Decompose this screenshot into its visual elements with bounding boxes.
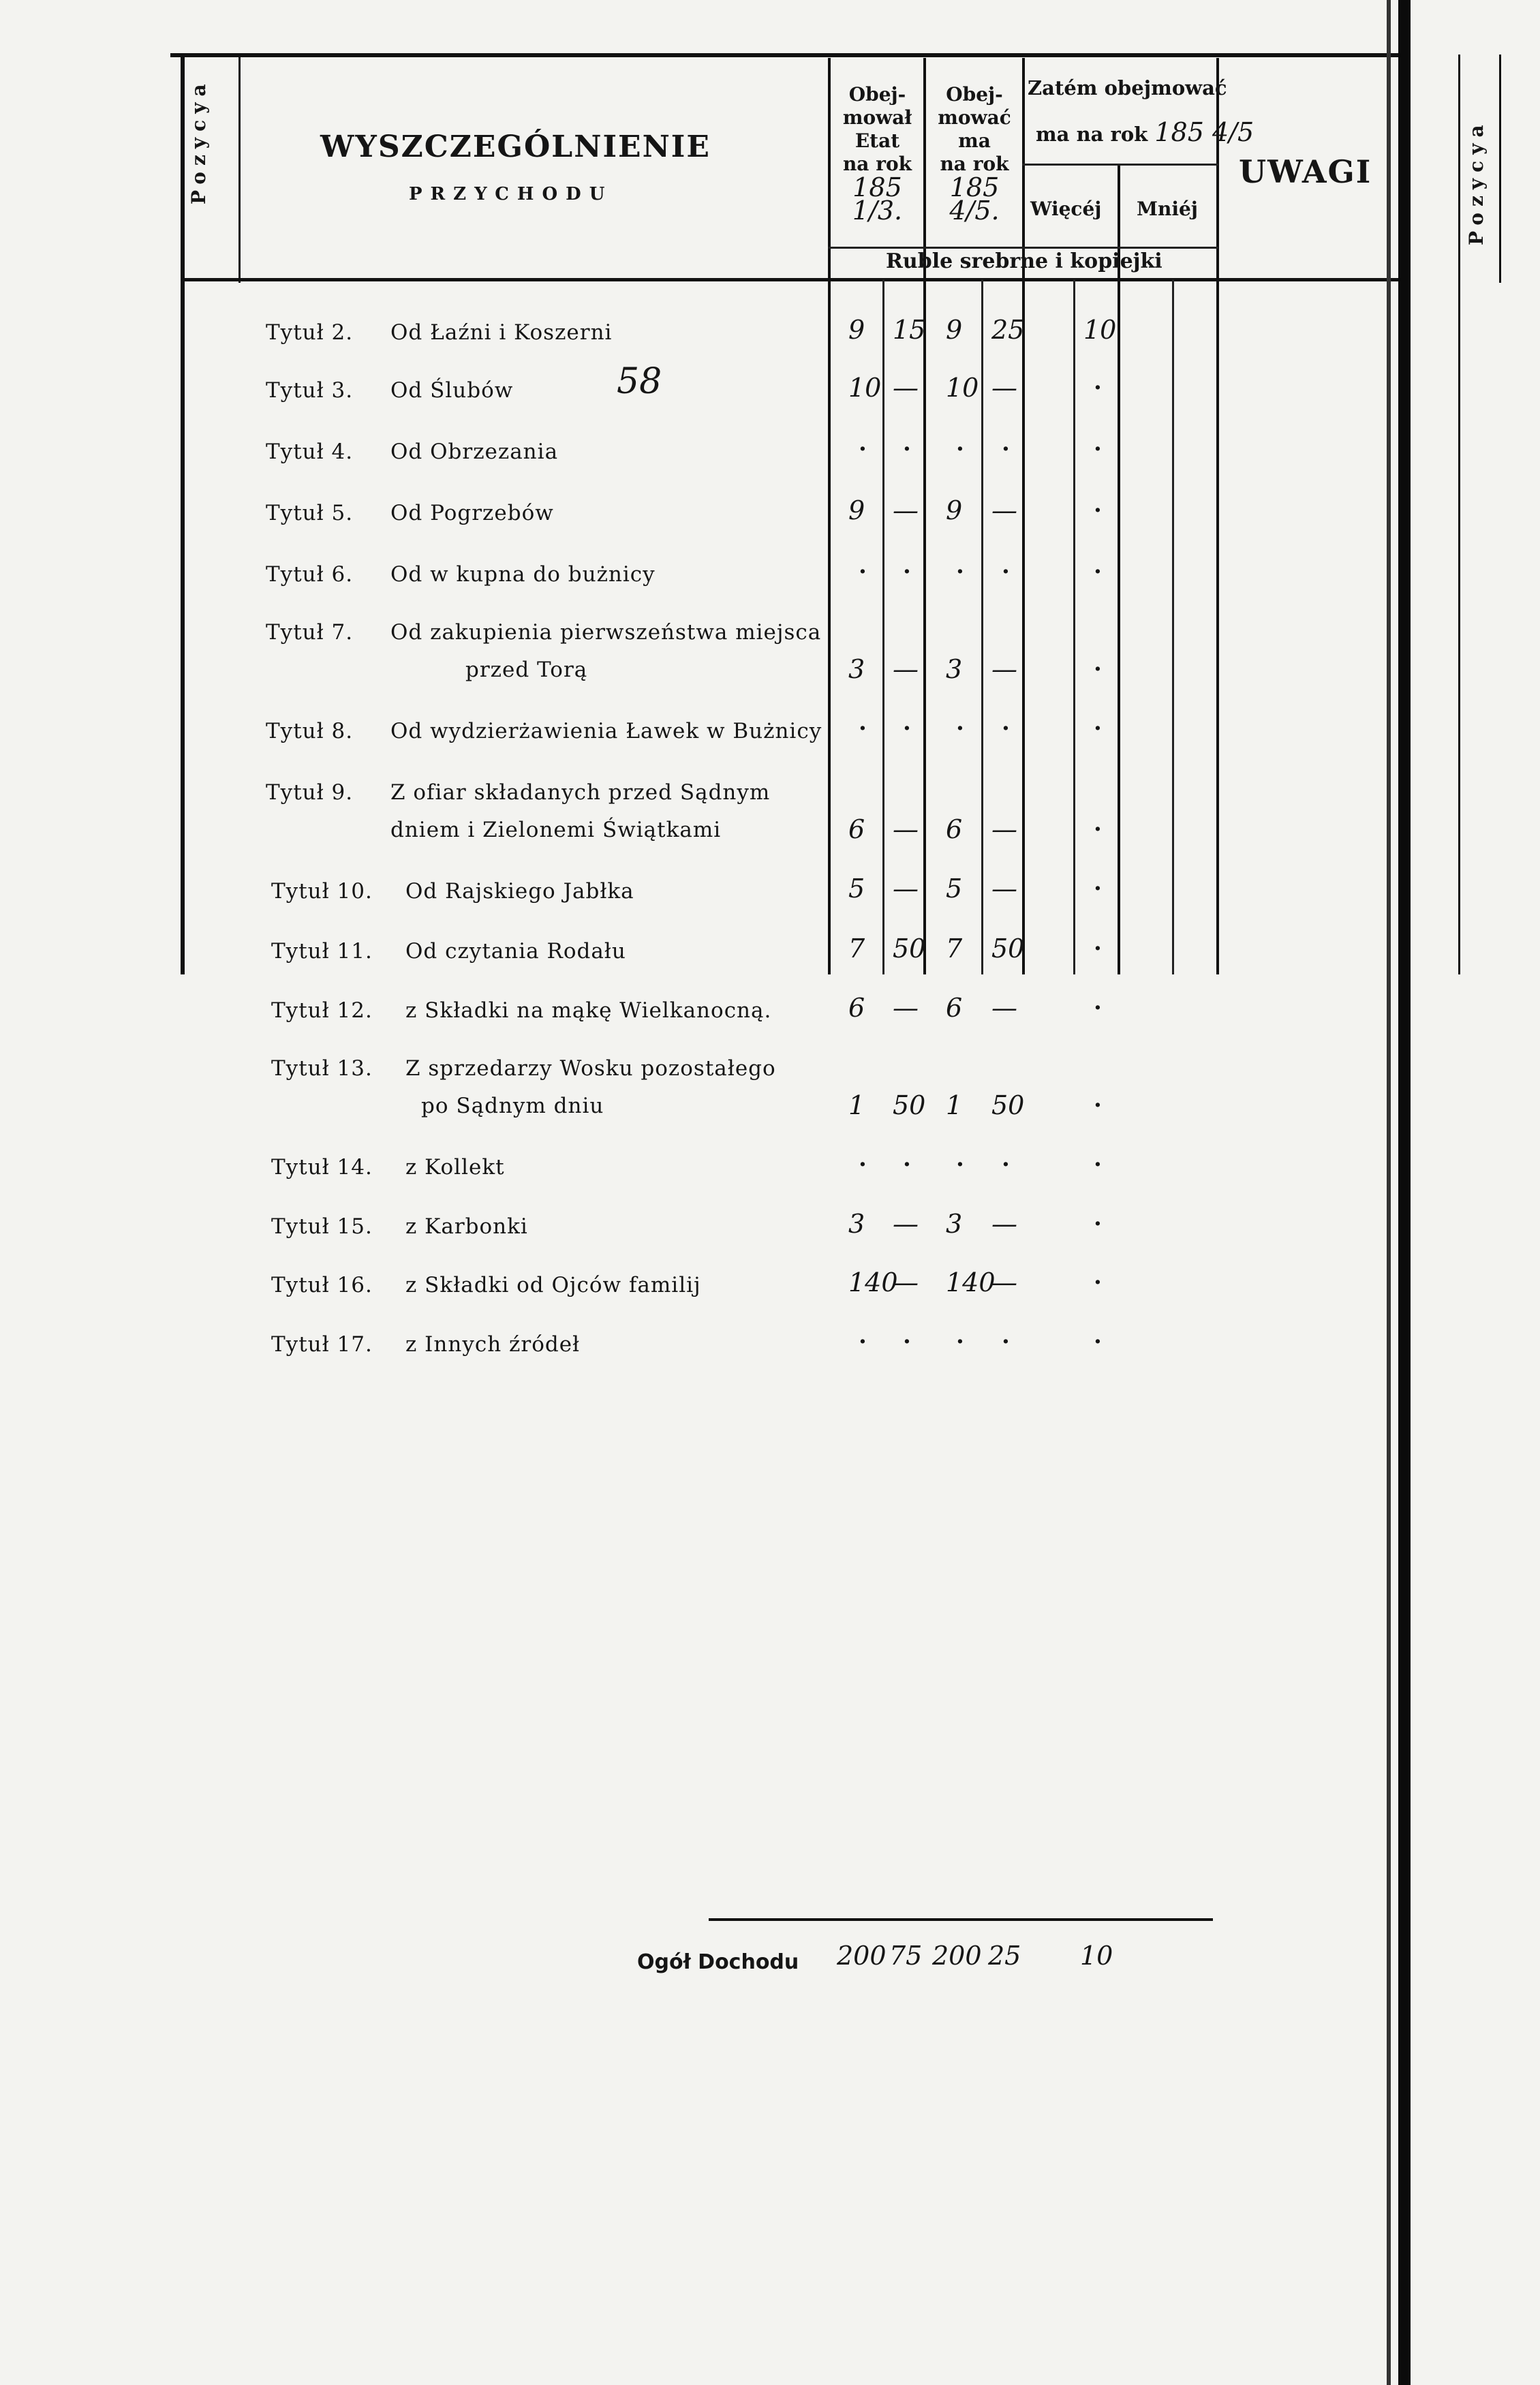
row-col1-kop: 50 <box>893 1090 926 1120</box>
empty-cell-dot: · <box>956 435 964 463</box>
empty-cell-dot: · <box>1094 435 1102 463</box>
empty-cell-dot: · <box>859 1151 867 1178</box>
row-col2-kop: — <box>991 874 1017 904</box>
col-line-1 <box>828 58 831 974</box>
row-col1-rubles: 6 <box>848 993 865 1023</box>
row-title-number: Tytuł 14. <box>271 1155 373 1180</box>
row-description: z Kollekt <box>405 1155 505 1180</box>
empty-cell-dot: · <box>859 435 867 463</box>
row-title-number: Tytuł 11. <box>271 939 373 964</box>
row-title-number: Tytuł 9. <box>266 780 354 805</box>
empty-cell-dot: · <box>1094 1210 1102 1237</box>
empty-cell-dot: · <box>1002 558 1010 585</box>
empty-cell-dot: · <box>1094 1269 1102 1296</box>
empty-cell-dot: · <box>956 1328 964 1355</box>
empty-cell-dot: · <box>1094 816 1102 843</box>
empty-cell-dot: · <box>903 435 911 463</box>
col-line-3k <box>1073 279 1075 974</box>
row-description: z Innych źródeł <box>405 1332 581 1357</box>
total-col2-rubles: 200 <box>932 1941 982 1971</box>
empty-cell-dot: · <box>1094 1328 1102 1355</box>
row-col1-kop: — <box>893 373 919 403</box>
row-col2-kop: 25 <box>991 315 1025 345</box>
row-col2-rubles: 7 <box>946 934 963 964</box>
empty-cell-dot: · <box>1094 497 1102 524</box>
row-title-number: Tytuł 7. <box>266 620 354 645</box>
row-col2-kop: — <box>991 814 1017 844</box>
row-description: z Składki od Ojców familij <box>405 1273 701 1297</box>
row-title-number: Tytuł 5. <box>266 501 354 525</box>
row-col2-kop: — <box>991 1209 1017 1239</box>
col-line-2k <box>981 279 983 974</box>
empty-cell-dot: · <box>1094 374 1102 401</box>
empty-cell-dot: · <box>1002 715 1010 742</box>
row-col1-rubles: 6 <box>848 814 865 844</box>
row-title-number: Tytuł 2. <box>266 320 354 345</box>
empty-cell-dot: · <box>903 1151 911 1178</box>
total-col1-kop: 75 <box>889 1941 923 1971</box>
row-title-number: Tytuł 15. <box>271 1214 373 1239</box>
row-col2-rubles: 6 <box>946 993 963 1023</box>
header-bottom-border <box>183 278 1402 281</box>
empty-cell-dot: · <box>1094 875 1102 902</box>
uwagi-header: UWAGI <box>1239 153 1372 190</box>
pozycya-right-label: Pozycya <box>1465 119 1488 245</box>
row-description: Od czytania Rodału <box>405 939 626 964</box>
row-col2-rubles: 5 <box>946 874 963 904</box>
row-col2-kop: 50 <box>991 1090 1025 1120</box>
empty-cell-dot: · <box>1094 558 1102 585</box>
empty-cell-dot: · <box>1002 435 1010 463</box>
row-description: Od Ślubów <box>390 378 514 403</box>
col-line-2 <box>923 58 926 974</box>
empty-cell-dot: · <box>1094 656 1102 683</box>
zatem-header: Zatém obejmować <box>1028 76 1227 99</box>
row-title-number: Tytuł 17. <box>271 1332 373 1357</box>
row-col2-rubles: 9 <box>946 495 963 525</box>
row-col2-rubles: 1 <box>946 1090 963 1120</box>
empty-cell-dot: · <box>1094 935 1102 962</box>
row-col1-kop: 15 <box>893 315 926 345</box>
empty-cell-dot: · <box>956 558 964 585</box>
col-line-1k <box>882 279 884 974</box>
row-title-number: Tytuł 6. <box>266 562 354 587</box>
top-border <box>170 53 1411 57</box>
row-col2-rubles: 3 <box>946 654 963 684</box>
zatem-divider <box>1022 164 1218 166</box>
page-subtitle: PRZYCHODU <box>409 184 613 204</box>
empty-cell-dot: · <box>1094 1151 1102 1178</box>
row-col2-kop: — <box>991 495 1017 525</box>
row-col1-rubles: 1 <box>848 1090 865 1120</box>
row-description: Od Rajskiego Jabłka <box>405 879 634 904</box>
row-col1-rubles: 3 <box>848 1209 865 1239</box>
total-col2-kop: 25 <box>988 1941 1021 1971</box>
row-col2-kop: — <box>991 993 1017 1023</box>
left-border <box>181 55 185 974</box>
row-description: Z ofiar składanych przed Sądnym <box>390 780 771 805</box>
row-description: Od wydzierżawienia Ławek w Bużnicy <box>390 719 822 743</box>
row-col1-rubles: 10 <box>848 373 882 403</box>
empty-cell-dot: · <box>1094 715 1102 742</box>
total-rule <box>709 1918 1213 1921</box>
row-title-number: Tytuł 3. <box>266 378 354 403</box>
book-edge <box>1387 0 1391 2385</box>
right-pozycya-divider <box>1499 55 1501 283</box>
col-line-5 <box>1216 58 1219 974</box>
row-col1-rubles: 9 <box>848 315 865 345</box>
row-col1-kop: — <box>893 1267 919 1297</box>
zatem-subheader: ma na rok 185 4/5 <box>1036 117 1254 147</box>
empty-cell-dot: · <box>903 1328 911 1355</box>
col-line-4 <box>1118 164 1120 974</box>
row-description: z Karbonki <box>405 1214 528 1239</box>
row-col2-rubles: 10 <box>946 373 979 403</box>
row-col2-rubles: 9 <box>946 315 963 345</box>
col-line-3 <box>1022 58 1025 974</box>
row-col1-kop: — <box>893 874 919 904</box>
row-description: Od Pogrzebów <box>390 501 554 525</box>
row-description: Od Obrzezania <box>390 440 559 464</box>
row-title-number: Tytuł 4. <box>266 440 354 464</box>
book-spine <box>1398 0 1411 2385</box>
empty-cell-dot: · <box>956 715 964 742</box>
row-col1-rubles: 7 <box>848 934 865 964</box>
row-col1-rubles: 3 <box>848 654 865 684</box>
row-col1-rubles: 5 <box>848 874 865 904</box>
currency-header: Ruble srebrne i kopiejki <box>886 249 1162 273</box>
row-col1-kop: — <box>893 495 919 525</box>
row-margin-note: 58 <box>617 361 662 402</box>
row-col2-kop: — <box>991 1267 1017 1297</box>
row-description-cont: przed Torą <box>465 658 588 682</box>
row-wiecej-kop: 10 <box>1083 315 1117 345</box>
total-wiecej-kop: 10 <box>1080 1941 1113 1971</box>
row-col2-rubles: 140 <box>946 1267 996 1297</box>
row-description: Od zakupienia pierwszeństwa miejsca <box>390 620 822 645</box>
row-title-number: Tytuł 12. <box>271 998 373 1023</box>
empty-cell-dot: · <box>859 715 867 742</box>
col2-header: Obej- mować ma na rok 185 4/5. <box>938 83 1011 226</box>
row-title-number: Tytuł 16. <box>271 1273 373 1297</box>
currency-divider <box>828 247 1218 249</box>
row-description-cont: dniem i Zielonemi Świątkami <box>390 818 722 842</box>
empty-cell-dot: · <box>1002 1328 1010 1355</box>
wiecej-header: Więcéj <box>1030 198 1102 220</box>
row-title-number: Tytuł 13. <box>271 1056 373 1081</box>
row-col1-kop: 50 <box>893 934 926 964</box>
row-title-number: Tytuł 10. <box>271 879 373 904</box>
row-col2-rubles: 6 <box>946 814 963 844</box>
row-description: Z sprzedarzy Wosku pozostałego <box>405 1056 776 1081</box>
empty-cell-dot: · <box>903 558 911 585</box>
row-col2-kop: 50 <box>991 934 1025 964</box>
row-col1-kop: — <box>893 1209 919 1239</box>
row-col1-kop: — <box>893 814 919 844</box>
row-col1-rubles: 140 <box>848 1267 898 1297</box>
total-label: Ogół Dochodu <box>637 1950 799 1974</box>
empty-cell-dot: · <box>859 1328 867 1355</box>
col-line-4k <box>1172 279 1174 974</box>
empty-cell-dot: · <box>1002 1151 1010 1178</box>
row-col1-kop: — <box>893 654 919 684</box>
page-title: WYSZCZEGÓLNIENIE <box>320 129 711 164</box>
row-description: z Składki na mąkę Wielkanocną. <box>405 998 772 1023</box>
empty-cell-dot: · <box>1094 994 1102 1021</box>
pozycya-label: Pozycya <box>187 78 210 204</box>
row-col2-kop: — <box>991 654 1017 684</box>
col1-header: Obej- mował Etat na rok 185 1/3. <box>842 83 912 226</box>
row-col2-kop: — <box>991 373 1017 403</box>
pozycya-divider <box>238 55 241 283</box>
row-col1-kop: — <box>893 993 919 1023</box>
empty-cell-dot: · <box>956 1151 964 1178</box>
row-col1-rubles: 9 <box>848 495 865 525</box>
empty-cell-dot: · <box>903 715 911 742</box>
mniej-header: Mniéj <box>1137 198 1198 220</box>
row-description: Od Łaźni i Koszerni <box>390 320 613 345</box>
empty-cell-dot: · <box>1094 1092 1102 1119</box>
right-pozycya-border <box>1458 55 1460 974</box>
total-col1-rubles: 200 <box>837 1941 887 1971</box>
row-col2-rubles: 3 <box>946 1209 963 1239</box>
row-title-number: Tytuł 8. <box>266 719 354 743</box>
empty-cell-dot: · <box>859 558 867 585</box>
row-description: Od w kupna do bużnicy <box>390 562 656 587</box>
row-description-cont: po Sądnym dniu <box>421 1094 604 1118</box>
